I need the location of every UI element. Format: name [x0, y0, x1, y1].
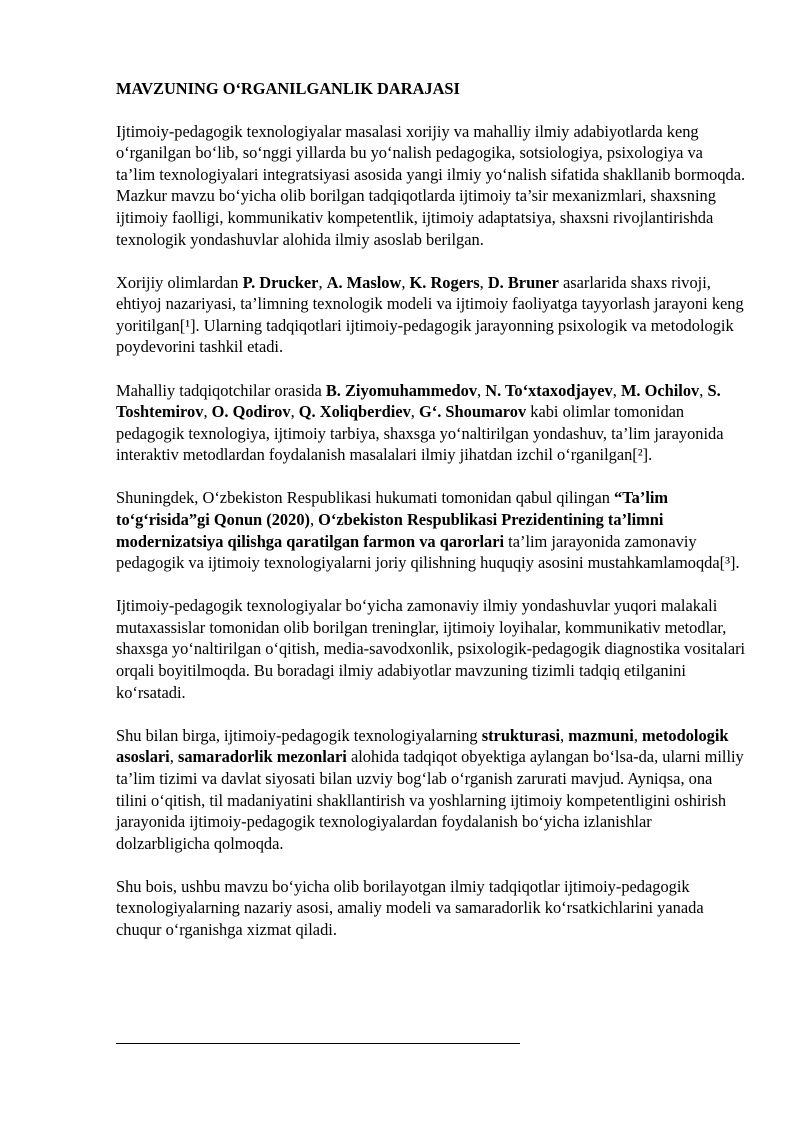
decree-reference: O‘zbekiston Respublikasi Prezidentining ta’limni modernizatsiya qilishga qaratilgan farmon va qarorlari — [116, 510, 664, 551]
separator: , — [401, 272, 410, 292]
author-name: A. Maslow — [326, 272, 402, 292]
paragraph-local-scholars — [116, 380, 746, 466]
text: asarlarida shaxs rivoji, ehtiyoj nazariyasi, ta’limning texnologik modeli va ijtimoiy faoliyatga tayyorlash jarayoni keng yoritilgan[¹]. Ularning tadqiqotlari ijtimoiy-pedagogik jarayonning psixologik va metodologik poydevorini tashkil etadi. — [116, 272, 744, 357]
separator: , — [309, 510, 319, 529]
separator: , — [477, 380, 486, 400]
author-name: D. Bruner — [487, 272, 559, 292]
author-name: K. Rogers — [409, 272, 480, 292]
key-term: metodologik asoslari — [116, 725, 729, 767]
paragraph-intro: Ijtimoiy-pedagogik texnologiyalar masalasi xorijiy va mahalliy ilmiy adabiyotlarda keng o‘rganilgan bo‘lib, so‘nggi yillarda bu yo‘nalish pedagogika, sotsiologiya, psixologiya va ta’lim texnologiyalari integratsiyasi asosida yangi ilmiy yo‘nalish sifatida shakllanib bormoqda. Mazkur mavzu bo‘yicha olib borilgan tadqiqotlarda ijtimoiy ta’sir mexanizmlari, shaxsning ijtimoiy faolligi, kommunikativ kompetentlik, ijtimoiy adaptatsiya, shaxsni rivojlantirishda texnologik yondashuvlar alohida ilmiy asoslab berilgan. — [116, 121, 746, 249]
author-name: Q. Xoliqberdiev — [298, 402, 411, 422]
text: Mahalliy tadqiqotchilar orasida — [116, 380, 326, 400]
separator: , — [203, 402, 212, 422]
separator: , — [699, 380, 708, 400]
separator: , — [318, 272, 327, 292]
author-name: G‘. Shoumarov — [419, 402, 527, 422]
paragraph-research-gap — [116, 725, 746, 855]
paragraph-legal-basis — [116, 487, 746, 573]
author-name: P. Drucker — [242, 272, 319, 292]
section-title: MAVZUNING O‘RGANILGANLIK DARAJASI — [116, 79, 460, 98]
text: kabi olimlar tomonidan pedagogik texnologiya, ijtimoiy tarbiya, shaxsga yo‘naltirilgan yondashuv, ta’lim jarayonida interaktiv metodlardan foydalanish masalalari ilmiy jihatdan izchil o‘rganilgan[²]. — [116, 402, 724, 465]
footnote-separator-line — [116, 1043, 520, 1044]
law-reference: “Ta’lim to‘g‘risida”gi Qonun (2020) — [116, 488, 669, 529]
text: alohida tadqiqot obyektiga aylangan bo‘lsa-da, ularni milliy ta’lim tizimi va davlat siyosati bilan uzviy bog‘lab o‘rganish zarurati mavjud. Ayniqsa, ona tilini o‘qitish, til madaniyatini shakllantirish va yoshlarning ijtimoiy kompetentligini oshirish jarayonida ijtimoiy-pedagogik texnologiyalardan foydalanish bo‘yicha izlanishlar dolzarbligicha qolmoqda. — [116, 747, 744, 853]
author-name: N. To‘xtaxodjayev — [485, 380, 613, 400]
separator: , — [290, 402, 299, 422]
key-term: samaradorlik mezonlari — [177, 747, 347, 767]
document-page — [116, 78, 746, 962]
paragraph-foreign-scholars — [116, 272, 746, 358]
key-term: mazmuni — [568, 725, 634, 745]
separator: , — [560, 725, 569, 745]
separator: , — [612, 380, 621, 400]
paragraph-modern-approaches: Ijtimoiy-pedagogik texnologiyalar bo‘yicha zamonaviy ilmiy yondashuvlar yuqori malakali mutaxassislar tomonidan olib borilgan treninglar, ijtimoiy loyihalar, kommunikativ metodlar, shaxsga yo‘naltirilgan o‘qitish, media-savodxonlik, psixologik-pedagogik diagnostika vositalari orqali boyitilmoqda. Bu boradagi ilmiy adabiyotlar mavzuning tizimli tadqiq etilganini ko‘rsatadi. — [116, 596, 746, 702]
text: Shuningdek, O‘zbekiston Respublikasi hukumati tomonidan qabul qilingan — [116, 488, 615, 508]
text: Xorijiy olimlardan — [116, 272, 243, 292]
text: ta’lim jarayonida zamonaviy pedagogik va ijtimoiy texnologiyalarni joriy qilishning huquqiy asosini mustahkamlamoqda[³]. — [116, 531, 740, 573]
separator: , — [410, 402, 419, 422]
key-term: strukturasi — [481, 725, 561, 745]
separator: , — [633, 725, 643, 745]
author-name: O. Qodirov — [211, 402, 291, 422]
separator: , — [169, 747, 178, 767]
separator: , — [479, 272, 488, 292]
text: Shu bilan birga, ijtimoiy-pedagogik texnologiyalarning — [116, 725, 482, 745]
paragraph-conclusion: Shu bois, ushbu mavzu bo‘yicha olib borilayotgan ilmiy tadqiqotlar ijtimoiy-pedagogik texnologiyalarning nazariy asosi, amaliy modeli va samaradorlik ko‘rsatkichlarini yanada chuqur o‘rganishga xizmat qiladi. — [116, 876, 704, 939]
author-name: M. Ochilov — [620, 380, 700, 400]
author-name: S. Toshtemirov — [116, 380, 721, 422]
author-name: B. Ziyomuhammedov — [325, 380, 478, 400]
